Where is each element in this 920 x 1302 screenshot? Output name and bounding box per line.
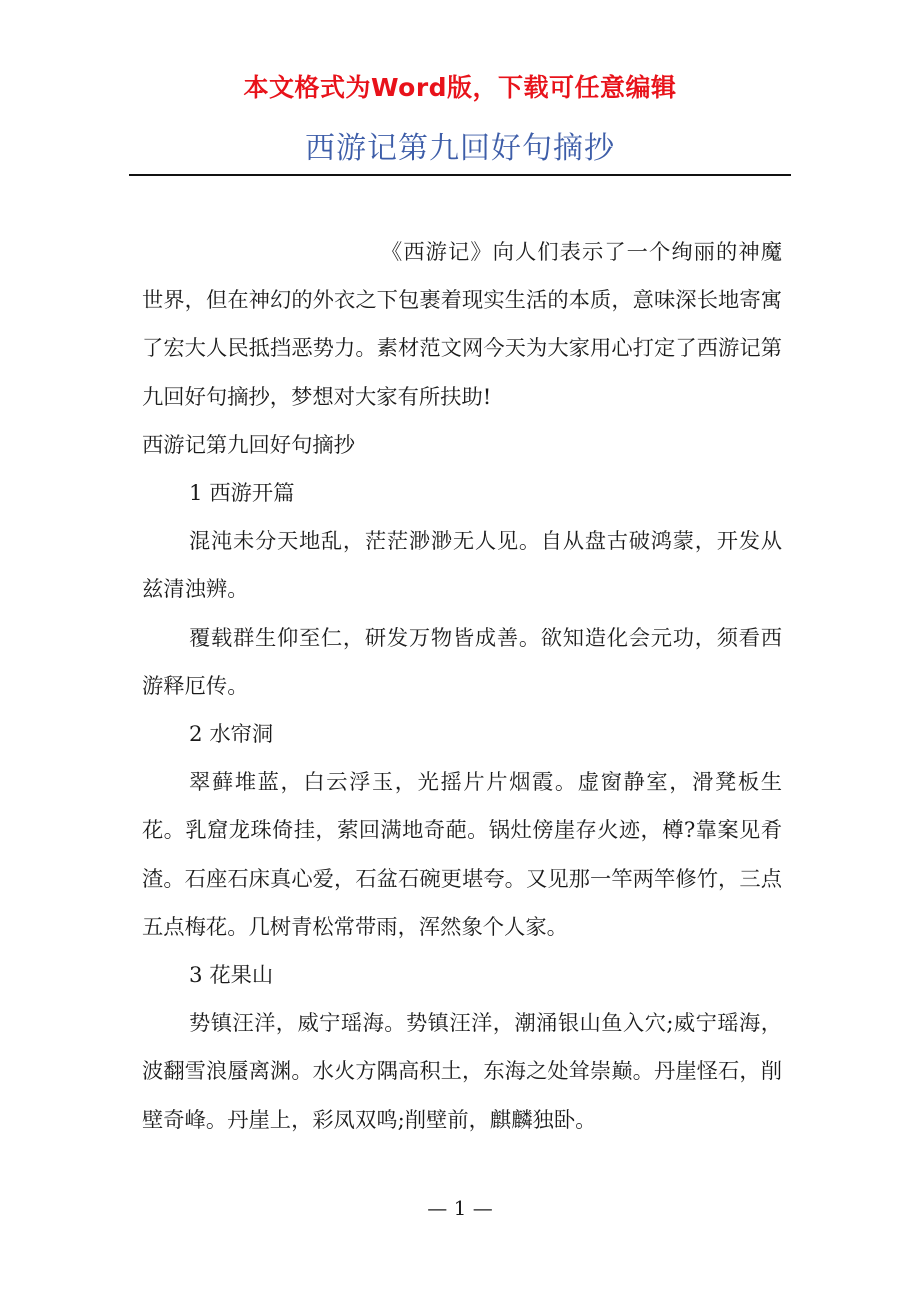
subtitle: 西游记第九回好句摘抄: [142, 432, 355, 458]
format-notice: 本文格式为Word版，下载可任意编辑: [243, 73, 677, 102]
section-heading-3: 3 花果山: [189, 963, 274, 989]
section-1-paragraph-2: 覆载群生仰至仁，研发万物皆成善。欲知造化会元功，须看西游释厄传。: [142, 625, 782, 699]
section-heading-1: 1 西游开篇: [189, 481, 295, 507]
page-title: 西游记第九回好句摘抄: [305, 131, 615, 166]
page-number: — 1 —: [427, 1196, 493, 1220]
document-body: [142, 229, 782, 1145]
section-heading-2: 2 水帘洞: [189, 722, 274, 748]
intro-paragraph: 《西游记》向人们表示了一个绚丽的神魔世界，但在神幻的外衣之下包裹着现实生活的本质，意味深长地寄寓了宏大人民抵挡恶势力。素材范文网今天为大家用心打定了西游记第九回好句摘抄，梦想对大家有所扶助!: [142, 240, 782, 410]
section-2-paragraph-1: 翠藓堆蓝，白云浮玉，光摇片片烟霞。虚窗静室，滑凳板生花。乳窟龙珠倚挂，萦回满地奇葩。锅灶傍崖存火迹，樽?靠案见肴渣。石座石床真心爱，石盆石碗更堪夸。又见那一竿两竿修竹，三点五点梅花。几树青松常带雨，浑然象个人家。: [142, 770, 782, 940]
section-1-paragraph-1: 混沌未分天地乱，茫茫渺渺无人见。自从盘古破鸿蒙，开发从兹清浊辨。: [142, 529, 782, 603]
header-divider: [129, 174, 791, 176]
section-3-paragraph-1: 势镇汪洋，威宁瑶海。势镇汪洋，潮涌银山鱼入穴;威宁瑶海，波翻雪浪蜃离渊。水火方隅高积土，东海之处耸崇巅。丹崖怪石，削壁奇峰。丹崖上，彩凤双鸣;削壁前，麒麟独卧。: [142, 1011, 782, 1133]
